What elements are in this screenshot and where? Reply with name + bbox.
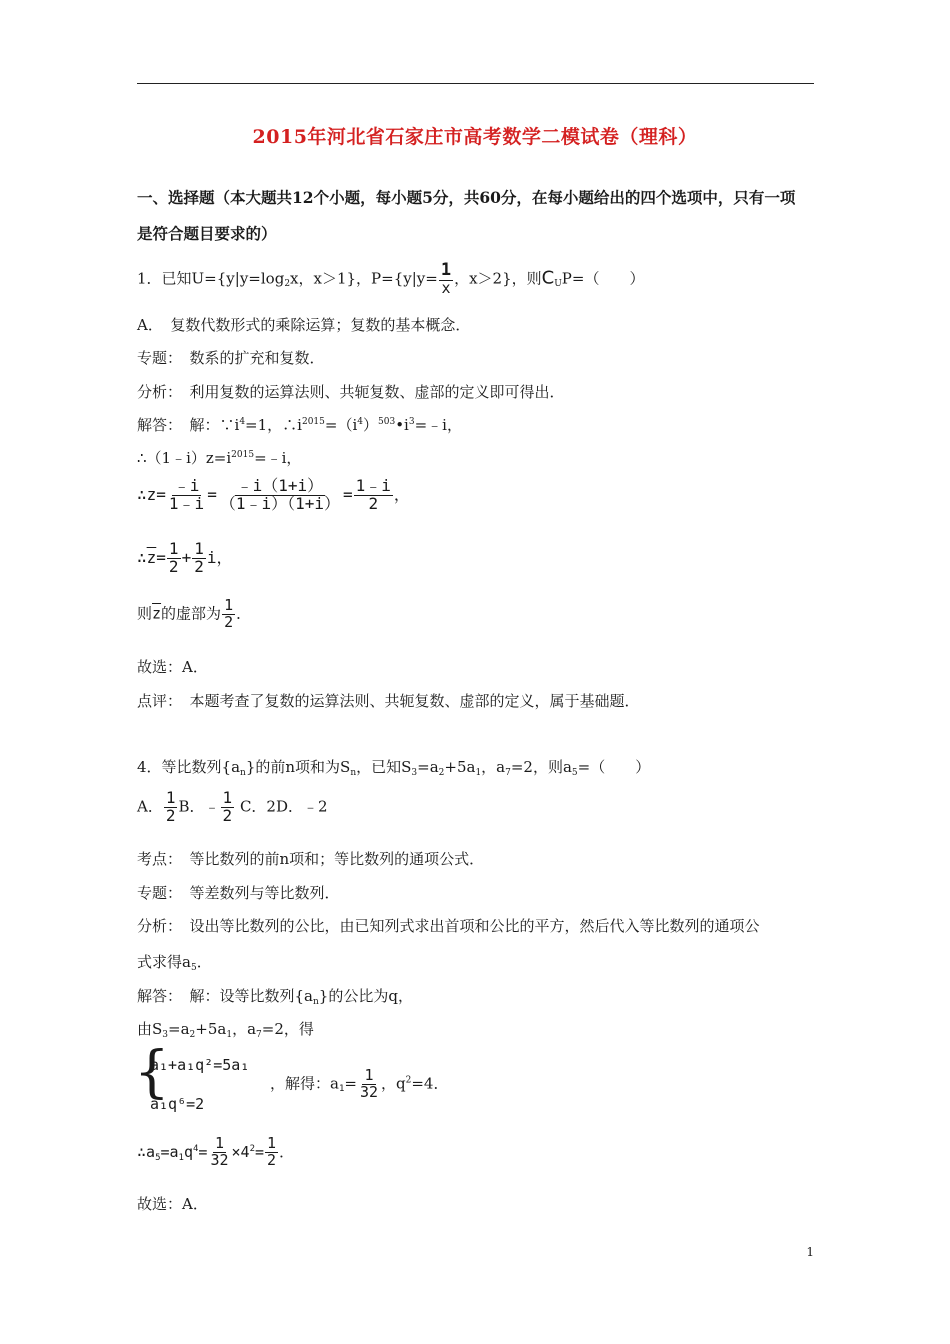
topic-line-4: 专题： 等差数列与等比数列． — [137, 884, 340, 902]
system-result: ，解得：$a_1=$ $\frac{1}{32}$ ，$q^2=4$． — [270, 1066, 449, 1101]
system-equation-2: a₁q⁶=2 — [150, 1095, 205, 1113]
choice-line-1: 故选：A． — [137, 658, 208, 676]
comment-line-1: 点评： 本题考查了复数的运算法则、共轭复数、虚部的定义，属于基础题． — [137, 692, 640, 710]
solution-line-4b: 由$S_3=a_2+5a_1$，$a_7=2$，得 — [137, 1020, 314, 1040]
header-rule — [137, 83, 814, 84]
zbar-expression: $\therefore\overline{z}=$ $\frac{1}{2}$ + $\frac{1}{2}$ i， — [137, 539, 233, 576]
question-4: 4．等比数列$\{a_n\}$的前n项和为$S_n$，已知$S_3=a_2+5a_1$，$a_7=2$，则$a_5=$（ ） — [137, 758, 651, 778]
solution-line-4a: 解答： 解：设等比数列$\{a_n\}$的公比为q， — [137, 987, 413, 1007]
analysis-line-4a: 分析： 设出等比数列的公比，由已知列式求出首项和公比的平方，然后代入等比数列的通项公 — [137, 917, 760, 935]
solution-line-2: $\therefore(1﹣i)z=i^{2015}=﹣i$， — [137, 449, 302, 467]
system-brace: { — [134, 1040, 170, 1105]
analysis-line-1: 分析： 利用复数的运算法则、共轭复数、虚部的定义即可得出． — [137, 383, 565, 401]
kaodian-line: 考点： 等比数列的前n项和；等比数列的通项公式． — [137, 850, 485, 868]
section-heading-line1: 一、选择题（本大题共12个小题，每小题5分，共60分，在每小题给出的四个选项中，只有一项 — [137, 188, 796, 207]
system-equation-1: a₁+a₁q²=5a₁ — [150, 1056, 250, 1074]
answer-a-line: A． 复数代数形式的乘除运算；复数的基本概念． — [137, 316, 471, 334]
analysis-line-4b: 式求得$a_5$． — [137, 953, 212, 973]
topic-line-1: 专题： 数系的扩充和复数． — [137, 349, 325, 367]
solution-line-1: 解答： 解：$\because i^4=1$，$\therefore i^{2015}=(i^4)^{503}•i^3=﹣i$， — [137, 416, 462, 434]
a5-result: $\therefore a_5=a_1q^4=$ $\frac{1}{32}$ $\times 4^2=$ $\frac{1}{2}$ ． — [137, 1134, 295, 1169]
z-expression: ∴z= $\frac{﹣i}{1﹣i}$ = $\frac{﹣i(1+i)}{(1﹣i)(1+i)}$ = $\frac{1﹣i}{2}$ ， — [137, 476, 410, 513]
question-4-options: A． $\frac{1}{2}$ B．﹣ $\frac{1}{2}$ C．2D．﹣2 — [137, 788, 328, 825]
question-1: 1．已知$U=\{y|y=\log_2x$，x＞1}，P={y|y= $\frac{1}{x}$ ，x＞2}，则$C_UP=$（ ） — [137, 260, 645, 297]
page-number: 1 — [806, 1245, 814, 1259]
imaginary-part-line: 则$\overline{z}$的虚部为 $\frac{1}{2}$ ． — [137, 596, 252, 631]
page-title: 2015年河北省石家庄市高考数学二模试卷（理科） — [252, 126, 698, 148]
choice-line-4: 故选：A． — [137, 1195, 208, 1213]
section-heading-line2: 是符合题目要求的） — [137, 224, 277, 243]
